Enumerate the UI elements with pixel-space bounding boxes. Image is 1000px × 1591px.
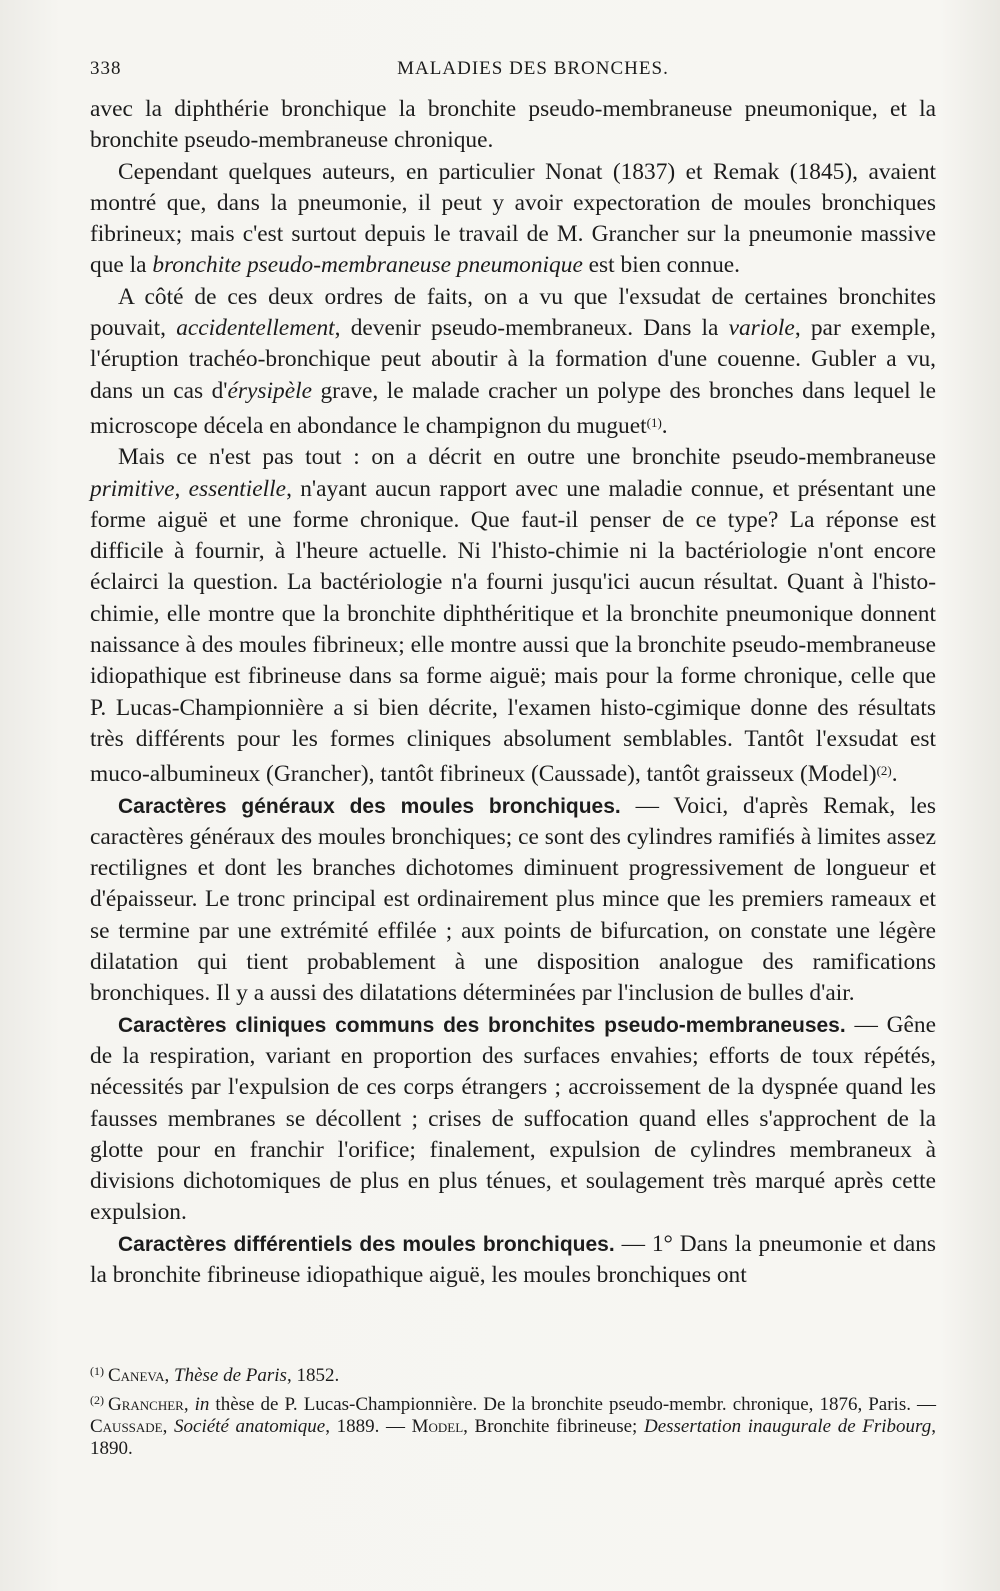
body-text <box>90 94 936 1291</box>
footnote: $^{(1)}$ Caneva, Thèse de Paris, 1852. <box>90 1364 340 1386</box>
paragraph: A côté de ces deux ordres de faits, on a vu que l'exsudat de certaines bronchites pouvait, accidentellement, devenir pseudo-membraneux. Dans la variole, par exemple, l'éruption trachéo-bronchique peut aboutir à la formation d'une couenne. Gubler a vu, dans un cas d'érysipèle grave, le malade cracher un polype des bronches dans lequel le microscope décela en abondance le champignon du muguet$^{(1)}$. <box>90 283 936 439</box>
emphasis: érysipèle <box>227 377 312 404</box>
paragraph: avec la diphthérie bronchique la bronchite pseudo-membraneuse pneumonique, et la bronchite pseudo-membraneuse chronique. <box>90 96 936 154</box>
section-paragraph: Caractères cliniques communs des bronchites pseudo-membraneuses. — Gêne de la respiration, variant en proportion des surfaces envahies; efforts de toux répétés, nécessités par l'expulsion de ces corps étrangers ; accroissement de la dyspnée quand les fausses membranes se décollent ; crises de suffocation quand elles s'approchent de la glotte pour en franchir l'orifice; finalement, expulsion de cylindres membraneux à divisions dichotomiques de plus en plus ténues, et soulagement très marqué après cette expulsion. <box>90 1011 936 1226</box>
page-header <box>90 58 936 88</box>
footnote-mark: (1) <box>90 1364 104 1378</box>
section-title: Caractères différentiels des moules bronchiques. <box>118 1232 615 1256</box>
footnote-reference: (1) <box>646 414 662 430</box>
emphasis: bronchite pseudo-membraneuse pneumonique <box>152 252 583 279</box>
footnotes <box>90 1360 936 1462</box>
emphasis: primitive, essentielle <box>90 475 287 502</box>
section-paragraph: Caractères différentiels des moules bronchiques. — 1° Dans la pneumonie et dans la bronchite fibrineuse idiopathique aiguë, les moules bronchiques ont <box>90 1230 936 1288</box>
section-paragraph: Caractères généraux des moules bronchiques. — Voici, d'après Remak, les caractères généraux des moules bronchiques; ce sont des cylindres ramifiés à limites assez rectilignes et dont les branches dichotomes diminuent progressivement de longueur et d'épaisseur. Le tronc principal est ordinairement plus mince que les premiers rameaux et se termine par une extrémité effilée ; aux points de bifurcation, on constate une légère dilatation qui tient probablement à une disposition analogue des ramifications bronchiques. Il y a aussi des dilatations déterminées par l'inclusion de bulles d'air. <box>90 792 936 1007</box>
running-title: MALADIES DES BRONCHES. <box>397 58 669 79</box>
paragraph: Mais ce n'est pas tout : on a décrit en outre une bronchite pseudo-membraneuse primitive, essentielle, n'ayant aucun rapport avec une maladie connue, et présentant une forme aiguë et une forme chronique. Que faut-il penser de ce type? La réponse est difficile à fournir, à l'heure actuelle. Ni l'histo-chimie ni la bactériologie n'ont encore éclairci la question. La bactériologie n'a fourni jusqu'ici aucun résultat. Quant à l'histo-chimie, elle montre que la bronchite diphthéritique et la bronchite pneumonique donnent naissance à des moules fibrineux; elle montre aussi que la bronchite pseudo-membraneuse idiopathique est fibrineuse dans sa forme aiguë; mais pour la forme chronique, celle que P. Lucas-Championnière a si bien décrite, l'examen histo-cgimique donne des résultats très différents pour les formes cliniques absolument semblables. Tantôt l'exsudat est muco-albumineux (Grancher), tantôt fibrineux (Caussade), tantôt graisseux (Model)$^{(2)}$. <box>90 444 936 788</box>
footnote-reference: (2) <box>876 763 892 779</box>
section-title: Caractères cliniques communs des bronchites pseudo-membraneuses. <box>118 1013 846 1037</box>
emphasis: accidentellement <box>176 315 335 342</box>
footnote: $^{(2)}$ Grancher, in thèse de P. Lucas-Championnière. De la bronchite pseudo-membr. chronique, 1876, Paris. — Caussade, Société anatomique, 1889. — Model, Bronchite fibrineuse; Dessertation inaugurale de Fribourg, 1890. <box>90 1393 936 1459</box>
footnote-mark: (2) <box>90 1393 104 1407</box>
page-number: 338 <box>90 58 122 79</box>
emphasis: variole <box>728 315 795 342</box>
paragraph: Cependant quelques auteurs, en particulier Nonat (1837) et Remak (1845), avaient montré que, dans la pneumonie, il peut y avoir expectoration de moules bronchiques fibrineux; mais c'est surtout depuis le travail de M. Grancher sur la pneumonie massive que la bronchite pseudo-membraneuse pneumonique est bien connue. <box>90 158 936 279</box>
section-title: Caractères généraux des moules bronchiques. <box>118 794 621 818</box>
